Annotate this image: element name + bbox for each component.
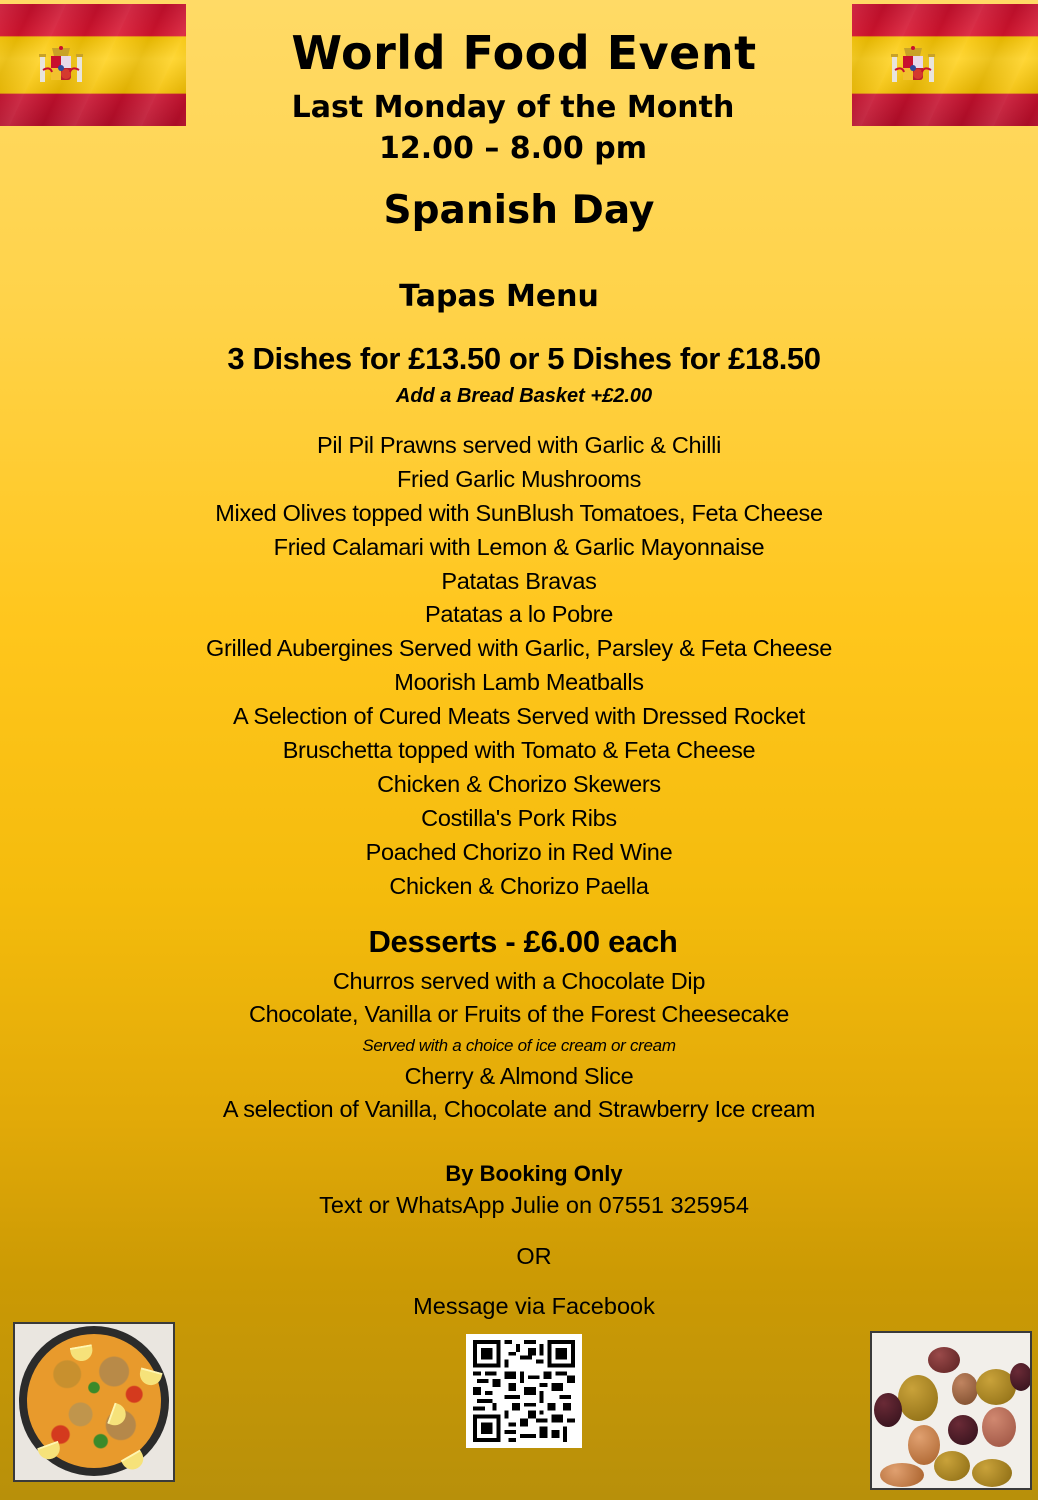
dessert-note: Served with a choice of ice cream or cream [362,1036,676,1055]
tapas-menu-heading: Tapas Menu [399,279,599,314]
menu-item: Bruschetta topped with Tomato & Feta Cheese [282,737,756,764]
theme-day-title: Spanish Day [383,188,655,233]
menu-item: Poached Chorizo in Red Wine [365,838,673,865]
desserts-heading: Desserts - £6.00 each [368,924,678,959]
menu-item: Moorish Lamb Meatballs [394,669,644,696]
dessert-item: Churros served with a Chocolate Dip [332,968,706,994]
olive-icon [1010,1363,1032,1391]
booking-heading: By Booking Only [445,1161,623,1186]
bread-basket-note: Add a Bread Basket +£2.00 [395,385,653,407]
tapas-price-line: 3 Dishes for £13.50 or 5 Dishes for £18.50 [227,341,821,376]
menu-item: Chicken & Chorizo Skewers [377,770,661,797]
desserts-list [0,965,1038,1126]
qr-code-icon [472,1340,576,1442]
olive-icon [928,1347,960,1373]
menu-item: Fried Garlic Mushrooms [396,465,642,492]
olive-icon [880,1463,924,1487]
event-title: World Food Event [291,26,757,80]
menu-item: Patatas Bravas [441,567,597,594]
menu-item: Grilled Aubergines Served with Garlic, Parsley & Feta Cheese [206,635,832,662]
menu-item: A Selection of Cured Meats Served with Dressed Rocket [233,703,805,730]
tapas-list [0,429,1038,903]
event-schedule: Last Monday of the Month [291,90,735,125]
menu-item: Patatas a lo Pobre [425,601,613,628]
olive-icon [982,1407,1016,1447]
qr-code[interactable] [466,1334,582,1448]
olives-photo [870,1331,1032,1490]
olive-icon [948,1415,978,1445]
olive-icon [898,1375,938,1421]
coat-of-arms-icon [890,44,936,90]
olive-icon [934,1451,970,1481]
paella-photo [13,1322,175,1482]
booking-or: OR [516,1243,552,1269]
booking-contact: Text or WhatsApp Julie on 07551 325954 [319,1192,749,1218]
menu-item: Chicken & Chorizo Paella [389,872,649,899]
olive-icon [952,1373,978,1405]
dessert-item: Cherry & Almond Slice [404,1063,634,1089]
menu-item: Fried Calamari with Lemon & Garlic Mayonnaise [273,533,765,560]
booking-facebook: Message via Facebook [413,1293,655,1319]
menu-item: Mixed Olives topped with SunBlush Tomatoes, Feta Cheese [215,499,823,526]
olive-icon [874,1393,902,1427]
menu-item: Costilla's Pork Ribs [421,804,617,831]
coat-of-arms-icon [38,44,84,90]
dessert-item: A selection of Vanilla, Chocolate and Strawberry Ice cream [222,1096,816,1122]
event-hours: 12.00 – 8.00 pm [379,131,647,166]
menu-item: Pil Pil Prawns served with Garlic & Chilli [317,432,721,458]
olive-icon [972,1459,1012,1487]
dessert-item: Chocolate, Vanilla or Fruits of the Forest Cheesecake [248,1001,790,1027]
